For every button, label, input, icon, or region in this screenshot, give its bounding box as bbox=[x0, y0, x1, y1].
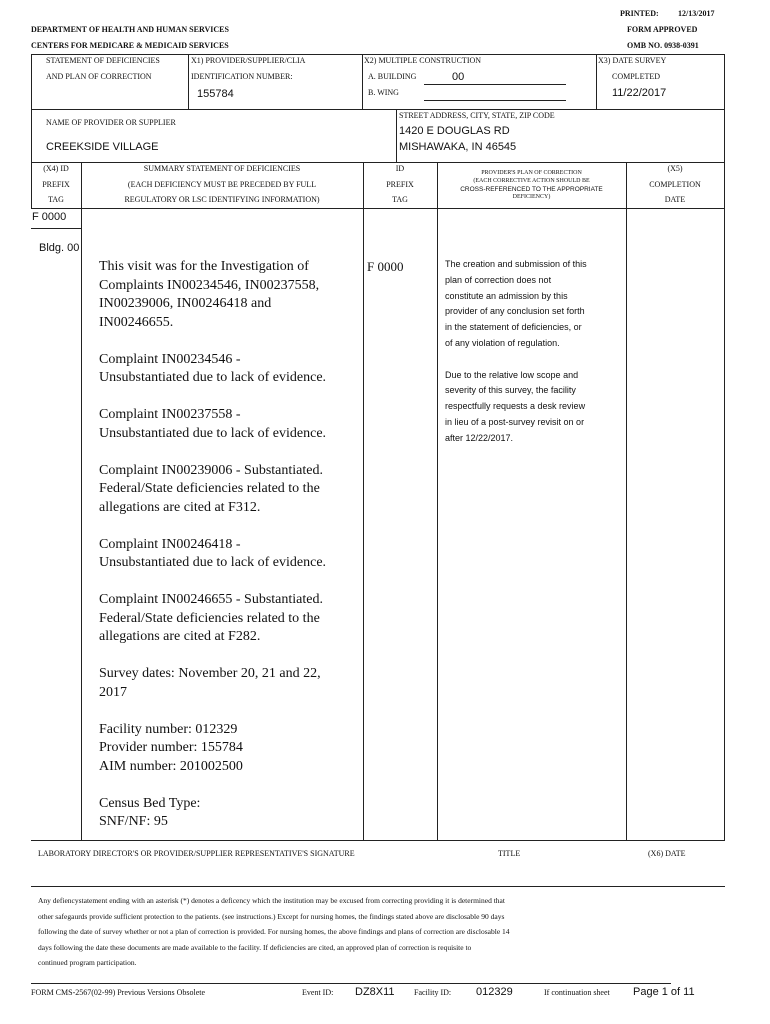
address-line2: MISHAWAKA, IN 46545 bbox=[399, 141, 517, 153]
x1-label-line2: IDENTIFICATION NUMBER: bbox=[191, 72, 293, 81]
summary-line bbox=[99, 332, 361, 351]
provider-id-value: 155784 bbox=[197, 88, 234, 100]
summary-line: Complaint IN00239006 - Substantiated. bbox=[99, 462, 323, 478]
summary-line: Federal/State deficiencies related to the bbox=[99, 610, 320, 626]
plan-line: constitute an admission by this bbox=[445, 290, 568, 301]
x4-header-line3: TAG bbox=[48, 195, 64, 204]
summary-line bbox=[99, 443, 361, 462]
x5-header-line1: (X5) bbox=[667, 164, 683, 173]
summary-line: Unsubstantiated due to lack of evidence. bbox=[99, 425, 327, 441]
provider-name-label: NAME OF PROVIDER OR SUPPLIER bbox=[46, 118, 176, 127]
disclaimer-line: continued program participation. bbox=[38, 958, 137, 967]
x5-header-line3: DATE bbox=[664, 195, 686, 204]
summary-line bbox=[99, 573, 361, 592]
disclaimer-line: days following the date these documents are made available to the facility. If deficiencies are cited, an approved plan of correction is requisite to bbox=[38, 942, 472, 952]
survey-completed-date: 11/22/2017 bbox=[612, 87, 667, 99]
wing-label: B. WING bbox=[368, 88, 399, 97]
id-header-line2: PREFIX bbox=[386, 180, 414, 189]
disclaimer-line: other safegaurds provide sufficient protection to the patients. (see instructions.) Except for nursing homes, the findings stated above are disclosable 90 days bbox=[38, 911, 505, 921]
summary-line: SNF/NF: 95 bbox=[99, 814, 168, 829]
omb-number: OMB NO. 0938-0391 bbox=[627, 41, 699, 50]
summary-line: This visit was for the Investigation of bbox=[99, 259, 309, 274]
plan-line: Due to the relative low scope and bbox=[445, 369, 579, 380]
summary-line: IN00246655. bbox=[99, 314, 174, 330]
summary-line: Unsubstantiated due to lack of evidence. bbox=[99, 370, 327, 385]
continuation-label: If continuation sheet bbox=[544, 988, 610, 997]
plan-line: The creation and submission of this bbox=[445, 259, 587, 269]
building-tag: Bldg. 00 bbox=[39, 242, 80, 254]
summary-line: allegations are cited at F282. bbox=[99, 629, 261, 644]
facility-id-label: Facility ID: bbox=[414, 988, 452, 997]
printed-label: PRINTED: bbox=[620, 9, 659, 18]
plan-line: in lieu of a post-survey revisit on or bbox=[445, 416, 585, 427]
summary-line: Complaint IN00234546 - bbox=[99, 351, 241, 367]
plan-header-line3: CROSS-REFERENCED TO THE APPROPRIATE bbox=[460, 186, 603, 193]
plan-line: after 12/22/2017. bbox=[445, 432, 514, 443]
page-number: Page 1 of 11 bbox=[633, 986, 695, 998]
event-id-value: DZ8X11 bbox=[355, 986, 395, 998]
x3-label-line1: X3) DATE SURVEY bbox=[598, 56, 667, 65]
date-label: (X6) DATE bbox=[648, 849, 686, 858]
summary-line: IN00239006, IN00246418 and bbox=[99, 296, 272, 311]
summary-line bbox=[99, 388, 361, 407]
x4-header-line1: (X4) ID bbox=[43, 164, 69, 173]
summary-line bbox=[99, 647, 361, 666]
plan-of-correction bbox=[445, 257, 623, 447]
facility-id-value: 012329 bbox=[476, 986, 513, 998]
x4-header-line2: PREFIX bbox=[42, 180, 70, 189]
provider-name-value: CREEKSIDE VILLAGE bbox=[46, 141, 159, 153]
form-number: FORM CMS-2567(02-99) Previous Versions Obsolete bbox=[31, 988, 206, 997]
summary-line: Census Bed Type: bbox=[99, 795, 201, 811]
disclaimer-line: following the date of survey whether or not a plan of correction is provided. For nursing homes, the above findings and plans of correction are disclosable 14 bbox=[38, 927, 510, 936]
tag-prefix-left: F 0000 bbox=[32, 211, 67, 223]
summary-header-line1: SUMMARY STATEMENT OF DEFICIENCIES bbox=[143, 164, 301, 173]
disclaimer-line: Any defiencystatement ending with an asterisk (*) denotes a deficency which the institution may be excused from correcting providing it is determined that bbox=[38, 896, 505, 905]
summary-line: Survey dates: November 20, 21 and 22, bbox=[99, 666, 321, 681]
title-label: TITLE bbox=[498, 849, 521, 858]
plan-header-line1: PROVIDER'S PLAN OF CORRECTION bbox=[481, 170, 582, 176]
plan-line: in the statement of deficiencies, or bbox=[445, 322, 582, 333]
summary-line bbox=[99, 517, 361, 536]
tag-prefix-right: F 0000 bbox=[367, 259, 404, 274]
summary-line: allegations are cited at F312. bbox=[99, 499, 261, 515]
building-value: 00 bbox=[452, 71, 465, 83]
summary-header-line3: REGULATORY OR LSC IDENTIFYING INFORMATION) bbox=[124, 195, 320, 204]
summary-line: Complaint IN00246418 - bbox=[99, 536, 241, 552]
form-approved: FORM APPROVED bbox=[627, 25, 698, 34]
summary-line bbox=[99, 702, 361, 721]
summary-line: Unsubstantiated due to lack of evidence. bbox=[99, 555, 327, 570]
printed-date: 12/13/2017 bbox=[678, 9, 715, 18]
event-id-label: Event ID: bbox=[302, 988, 334, 997]
plan-line: severity of this survey, the facility bbox=[445, 385, 576, 396]
summary-line: AIM number: 201002500 bbox=[99, 758, 243, 774]
plan-line: of any violation of regulation. bbox=[445, 337, 560, 348]
summary-line: Complaints IN00234546, IN00237558, bbox=[99, 277, 320, 293]
summary-line: Complaint IN00246655 - Substantiated. bbox=[99, 592, 323, 607]
x2-label: X2) MULTIPLE CONSTRUCTION bbox=[364, 56, 482, 65]
address-line1: 1420 E DOUGLAS RD bbox=[399, 125, 510, 137]
id-header-line3: TAG bbox=[392, 195, 408, 204]
address-label: STREET ADDRESS, CITY, STATE, ZIP CODE bbox=[399, 111, 555, 120]
plan-line: respectfully requests a desk review bbox=[445, 401, 586, 412]
summary-line bbox=[99, 776, 361, 795]
summary-line: 2017 bbox=[99, 684, 127, 700]
summary-line: Federal/State deficiencies related to the bbox=[99, 481, 320, 496]
summary-line: Provider number: 155784 bbox=[99, 740, 243, 755]
x3-label-line2: COMPLETED bbox=[612, 72, 660, 81]
centers-title: CENTERS FOR MEDICARE & MEDICAID SERVICES bbox=[31, 41, 229, 50]
disclaimer-text bbox=[38, 893, 708, 971]
x5-header-line2: COMPLETION bbox=[649, 180, 701, 189]
plan-header-line4: DEFICIENCY) bbox=[512, 194, 551, 200]
x1-label-line1: X1) PROVIDER/SUPPLIER/CLIA bbox=[191, 56, 306, 65]
id-header-line1: ID bbox=[395, 164, 405, 173]
department-title: DEPARTMENT OF HEALTH AND HUMAN SERVICES bbox=[31, 25, 229, 34]
summary-header-line2: (EACH DEFICIENCY MUST BE PRECEDED BY FULL bbox=[127, 180, 317, 189]
statement-label-line2: AND PLAN OF CORRECTION bbox=[46, 72, 152, 81]
building-label: A. BUILDING bbox=[368, 72, 417, 81]
plan-header-line2: (EACH CORRECTIVE ACTION SHOULD BE bbox=[473, 178, 590, 184]
statement-label-line1: STATEMENT OF DEFICIENCIES bbox=[46, 56, 160, 65]
summary-statement bbox=[99, 258, 361, 832]
summary-line: Complaint IN00237558 - bbox=[99, 407, 241, 422]
plan-line: plan of correction does not bbox=[445, 274, 552, 285]
signature-label: LABORATORY DIRECTOR'S OR PROVIDER/SUPPLIER REPRESENTATIVE'S SIGNATURE bbox=[38, 849, 355, 858]
plan-line bbox=[445, 352, 623, 368]
plan-line: provider of any conclusion set forth bbox=[445, 306, 585, 317]
summary-line: Facility number: 012329 bbox=[99, 721, 238, 737]
